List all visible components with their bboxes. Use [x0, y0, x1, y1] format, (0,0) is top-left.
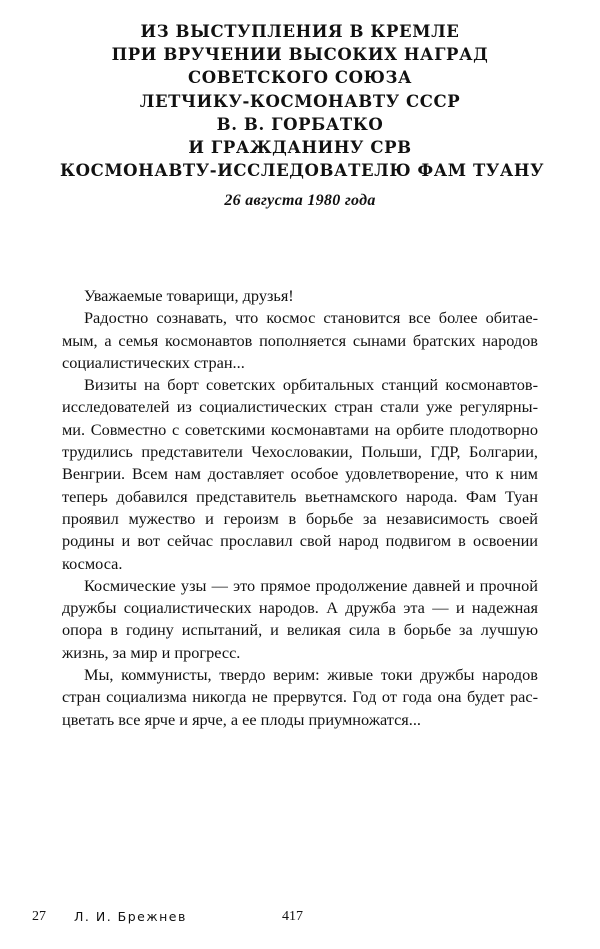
- text-line: дружбы социалистических народов. А дружба эта — и надежная: [62, 598, 538, 618]
- page-footer: [32, 906, 572, 928]
- title-line: СОВЕТСКОГО СОЮЗА: [187, 68, 412, 88]
- title-line: ЛЕТЧИКУ-КОСМОНАВТУ СССР: [139, 91, 461, 111]
- text-line: Уважаемые товарищи, друзья!: [84, 286, 294, 305]
- text-line: Космические узы — это прямое продолжение давней и прочной: [84, 575, 538, 595]
- body-text: [62, 285, 538, 731]
- text-line: Мы, коммунисты, твердо верим: живые токи дружбы народов: [84, 665, 538, 685]
- speech-date: 26 августа 1980 года: [224, 192, 376, 210]
- text-line: цветать все ярче и ярче, а ее плоды приумножатся...: [62, 709, 422, 729]
- text-line: Радостно сознавать, что космос становится все более обитае-: [84, 308, 538, 328]
- author-name: Л. И. Брежнев: [74, 909, 187, 924]
- page-number: 417: [282, 909, 303, 924]
- title-line: В. В. ГОРБАТКО: [216, 114, 384, 134]
- text-line: социалистических стран...: [62, 352, 245, 372]
- text-line: опора в годину испытаний, и великая сила в борьбе за лучшую: [62, 620, 538, 640]
- text-line: ми. Совместно с советскими космонавтами на орбите плодотворно: [62, 419, 538, 439]
- title-line: И ГРАЖДАНИНУ СРВ: [188, 138, 412, 158]
- text-line: жизнь, за мир и прогресс.: [62, 642, 241, 662]
- text-line: космоса.: [62, 553, 123, 573]
- text-line: исследователей из социалистических стран стали уже регулярны-: [62, 397, 538, 417]
- signature-mark: 27: [32, 909, 46, 924]
- title-line: ИЗ ВЫСТУПЛЕНИЯ В КРЕМЛЕ: [140, 22, 460, 41]
- text-line: родины и вот сейчас прославил свой народ подвигом в освоении: [62, 531, 538, 551]
- text-line: теперь добавился представитель вьетнамского народа. Фам Туан: [62, 486, 538, 506]
- text-line: Венгрии. Всем нам доставляет особое удовлетворение, что к ним: [62, 464, 538, 484]
- text-line: Визиты на борт советских орбитальных станций космонавтов-: [84, 375, 538, 395]
- text-line: проявил мужество и героизм в борьбе за независимость своей: [62, 508, 538, 528]
- text-line: стран социализма никогда не прервутся. Год от года она будет рас-: [62, 687, 538, 707]
- text-line: мым, а семья космонавтов пополняется сынами братских народов: [62, 330, 538, 350]
- title-line: ПРИ ВРУЧЕНИИ ВЫСОКИХ НАГРАД: [111, 45, 489, 65]
- title-line: КОСМОНАВТУ-ИССЛЕДОВАТЕЛЮ ФАМ ТУАНУ: [60, 161, 545, 181]
- text-line: трудились представители Чехословакии, Польши, ГДР, Болгарии,: [62, 442, 538, 462]
- title-block: [60, 20, 545, 212]
